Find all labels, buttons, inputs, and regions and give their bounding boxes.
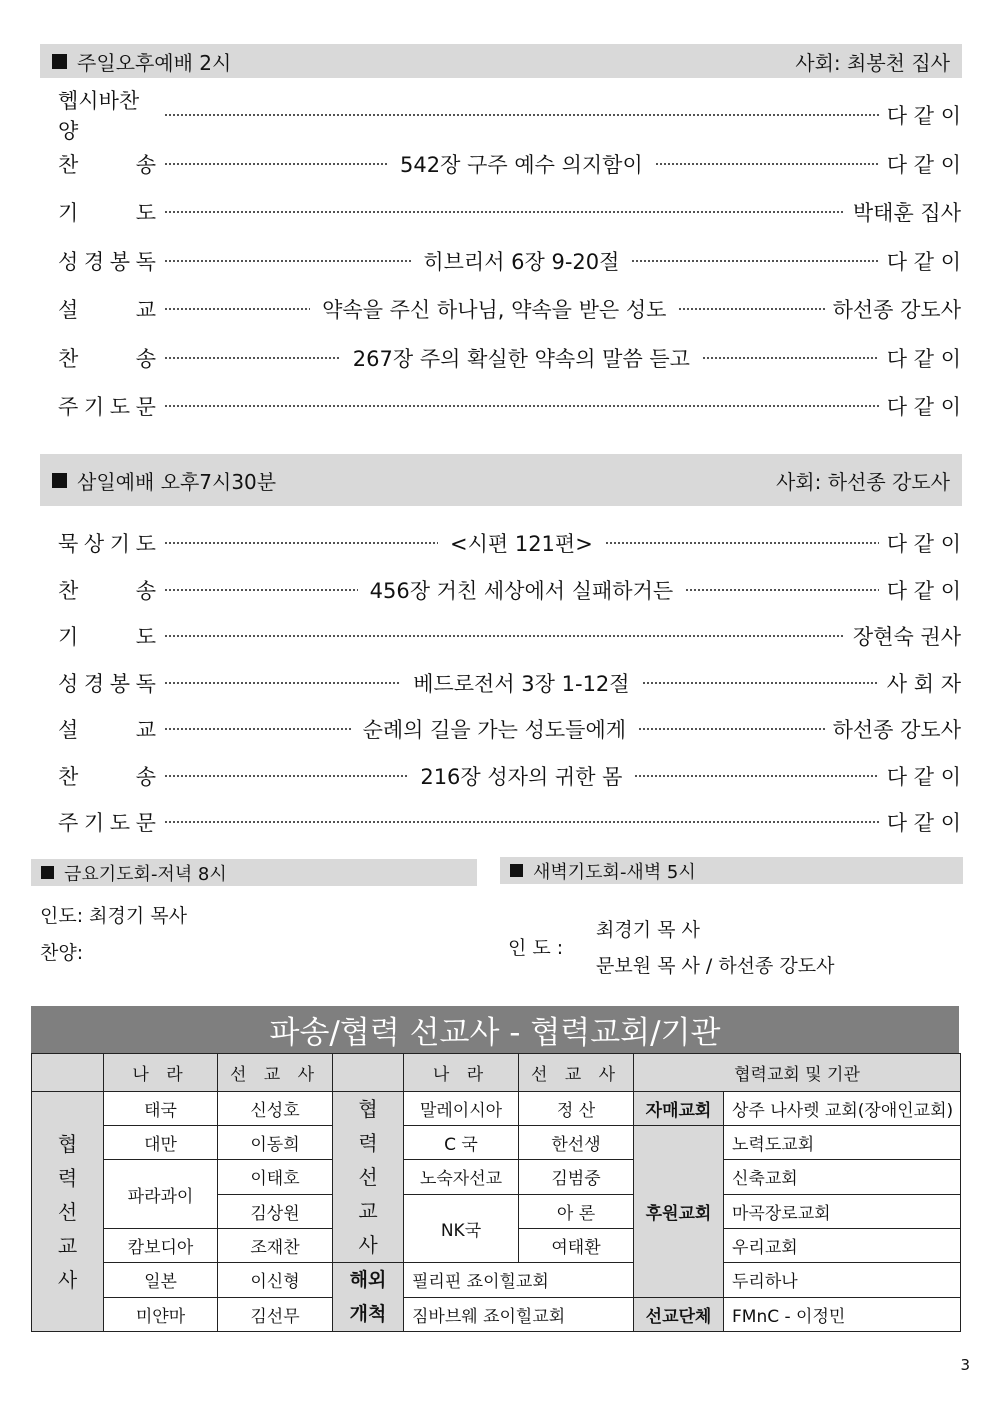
order-item: [58, 573, 961, 607]
missionary-cell: 김범중: [519, 1160, 634, 1194]
order-item-role: 다 같 이: [886, 249, 961, 274]
dawn-prayer-title: 새벽기도회-새벽 5시: [533, 861, 696, 883]
header-country: 나 라: [404, 1054, 519, 1092]
country-cell: 대만: [104, 1126, 218, 1160]
order-item-label: 설 교: [58, 298, 156, 322]
dotted-leader: [678, 308, 824, 310]
missionary-cell: 여태환: [519, 1229, 634, 1263]
country-cell: 태국: [104, 1092, 218, 1126]
order-item-role: 다 같 이: [886, 104, 961, 128]
header-missionary: 선 교 사: [218, 1054, 333, 1092]
country-cell: NK국: [404, 1194, 519, 1262]
wednesday-service-header: [40, 454, 962, 506]
table-row: [32, 1160, 961, 1194]
order-item-role: 다 같 이: [886, 395, 961, 419]
square-bullet-icon: [41, 866, 54, 879]
left-group-label: 협 력 선 교 사: [32, 1092, 104, 1332]
dotted-leader: [702, 357, 879, 359]
friday-leader: 인도: 최경기 목사: [40, 905, 187, 927]
order-item-content: 약속을 주신 하나님, 약속을 받은 성도: [322, 298, 667, 322]
dotted-leader: [164, 163, 388, 165]
missionary-cell: 정 산: [519, 1092, 634, 1126]
header-country: 나 라: [104, 1054, 218, 1092]
order-item-role: 하선종 강도사: [832, 718, 961, 742]
wednesday-service-leader: 사회: 하선종 강도사: [775, 469, 950, 494]
friday-prayer-header: [31, 859, 477, 886]
order-item: [58, 195, 961, 229]
dotted-leader: [164, 114, 879, 116]
support-church: 신축교회: [724, 1160, 961, 1194]
sunday-service-header: [40, 44, 962, 78]
order-item-label: 찬 송: [58, 346, 156, 371]
dotted-leader: [634, 775, 878, 777]
dawn-leader-line2: 문보원 목 사 / 하선종 강도사: [596, 955, 835, 977]
missionary-cell: 김상원: [218, 1194, 333, 1228]
dotted-leader: [164, 589, 358, 591]
square-bullet-icon: [52, 473, 67, 488]
country-cell: 말레이시아: [404, 1092, 519, 1126]
order-item-role: 하선종 강도사: [832, 298, 961, 322]
square-bullet-icon: [510, 864, 523, 877]
order-item-label: 기 도: [58, 625, 156, 649]
friday-prayer-title: 금요기도회-저녁 8시: [64, 863, 227, 885]
order-item-content: <시편 121편>: [449, 532, 593, 556]
missionary-cell: 조재찬: [218, 1229, 333, 1263]
missions-table: [31, 1053, 961, 1332]
order-item-label: 묵 상 기 도: [58, 532, 156, 556]
missionary-cell: 이동희: [218, 1126, 333, 1160]
dotted-leader: [631, 260, 878, 262]
order-item: [58, 89, 961, 143]
order-item-label: 찬 송: [58, 578, 156, 603]
missionary-cell: 김선무: [218, 1297, 333, 1332]
dotted-leader: [164, 728, 351, 730]
country-cell: 캄보디아: [104, 1229, 218, 1263]
order-item-content: 456장 거친 세상에서 실패하거든: [369, 578, 674, 603]
order-item-label: 성 경 봉 독: [58, 671, 156, 696]
order-item-content: 베드로전서 3장 1-12절: [413, 671, 630, 696]
order-item-content: 순례의 길을 가는 성도들에게: [362, 718, 627, 742]
order-item-label: 성 경 봉 독: [58, 249, 156, 274]
order-item-role: 박태훈 집사: [852, 201, 961, 225]
dawn-leader-label: 인 도 :: [508, 937, 564, 959]
header-blank: [32, 1054, 104, 1092]
order-item-content: 542장 구주 예수 의지함이: [400, 152, 643, 177]
overseas-church: 필리핀 죠이힐교회: [404, 1263, 634, 1298]
order-item-role: 다 같 이: [886, 152, 961, 177]
dotted-leader: [164, 635, 845, 637]
dotted-leader: [164, 260, 411, 262]
dotted-leader: [164, 357, 341, 359]
dotted-leader: [164, 308, 310, 310]
missionary-cell: 한선생: [519, 1126, 634, 1160]
sister-church-label: 자매교회: [634, 1092, 724, 1126]
mid-group-label: 협 력 선 교 사: [333, 1092, 404, 1263]
order-item-content: 267장 주의 확실한 약속의 말씀 듣고: [352, 346, 690, 371]
missionary-cell: 이태호: [218, 1160, 333, 1194]
overseas-label: 해외 개척: [333, 1263, 404, 1332]
order-item-role: 사 회 자: [886, 671, 961, 696]
dotted-leader: [164, 542, 438, 544]
square-bullet-icon: [52, 54, 67, 69]
dotted-leader: [655, 163, 879, 165]
order-item: [58, 759, 961, 793]
order-item-label: 찬 송: [58, 764, 156, 789]
support-church: 우리교회: [724, 1229, 961, 1263]
order-item-role: 다 같 이: [886, 578, 962, 603]
order-item: [58, 292, 961, 326]
country-cell: 파라과이: [104, 1160, 218, 1229]
country-cell: 일본: [104, 1263, 218, 1298]
order-item: [58, 147, 961, 181]
country-cell: 미얀마: [104, 1297, 218, 1332]
order-item-content: 히브리서 6장 9-20절: [423, 249, 620, 274]
support-church-label: 후원교회: [634, 1126, 724, 1298]
order-item-label: 설 교: [58, 718, 156, 742]
order-item: [58, 805, 961, 839]
missionary-cell: 신성호: [218, 1092, 333, 1126]
order-item: [58, 712, 961, 746]
order-item: [58, 526, 961, 560]
dotted-leader: [638, 728, 825, 730]
order-item: [58, 666, 961, 700]
mission-org: FMnC - 이정민: [724, 1297, 961, 1332]
order-item-role: 다 같 이: [886, 811, 961, 835]
wednesday-service-title: 삼일예배 오후7시30분: [77, 469, 277, 494]
order-item: [58, 619, 961, 653]
order-item-label: 찬 송: [58, 152, 156, 177]
order-item-label: 헵시바찬양: [58, 89, 140, 143]
support-church: 마곡장로교회: [724, 1194, 961, 1228]
order-item: [58, 389, 961, 423]
order-item-role: 다 같 이: [886, 532, 961, 556]
missionary-cell: 이신형: [218, 1263, 333, 1298]
dotted-leader: [642, 682, 879, 684]
table-row: [32, 1092, 961, 1126]
dawn-leader-line1: 최경기 목 사: [596, 919, 700, 941]
dawn-prayer-header: [500, 857, 963, 884]
sunday-service-title: 주일오후예배 2시: [77, 50, 232, 75]
mission-org-label: 선교단체: [634, 1297, 724, 1332]
order-item-label: 기 도: [58, 201, 156, 225]
order-item-role: 다 같 이: [886, 764, 961, 789]
support-church: 두리하나: [724, 1263, 961, 1298]
dotted-leader: [164, 405, 879, 407]
missionary-cell: 아 론: [519, 1194, 634, 1228]
overseas-church: 짐바브웨 죠이힐교회: [404, 1297, 634, 1332]
order-item-label: 주 기 도 문: [58, 811, 156, 835]
sister-church: 상주 나사렛 교회(장애인교회): [724, 1092, 961, 1126]
order-item-label: 주 기 도 문: [58, 395, 156, 419]
order-item-role: 다 같 이: [886, 346, 961, 371]
dotted-leader: [685, 589, 879, 591]
table-row: [32, 1297, 961, 1332]
dotted-leader: [164, 821, 879, 823]
table-row: [32, 1263, 961, 1298]
header-missionary: 선 교 사: [519, 1054, 634, 1092]
dotted-leader: [164, 211, 845, 213]
sunday-service-leader: 사회: 최봉천 집사: [795, 50, 950, 75]
header-church: 협력교회 및 기관: [634, 1054, 961, 1092]
missions-title: 파송/협력 선교사 - 협력교회/기관: [31, 1006, 959, 1053]
page-number: 3: [960, 1356, 970, 1374]
order-item-content: 216장 성자의 귀한 몸: [420, 764, 623, 789]
dotted-leader: [164, 775, 408, 777]
country-cell: 노숙자선교: [404, 1160, 519, 1194]
dotted-leader: [164, 682, 401, 684]
order-item: [58, 341, 961, 375]
order-item-role: 장현숙 권사: [852, 625, 961, 649]
country-cell: C 국: [404, 1126, 519, 1160]
dotted-leader: [605, 542, 879, 544]
table-header-row: [32, 1054, 961, 1092]
order-item: [58, 244, 961, 278]
table-row: [32, 1126, 961, 1160]
support-church: 노력도교회: [724, 1126, 961, 1160]
header-blank: [333, 1054, 404, 1092]
friday-praise: 찬양:: [40, 942, 84, 964]
